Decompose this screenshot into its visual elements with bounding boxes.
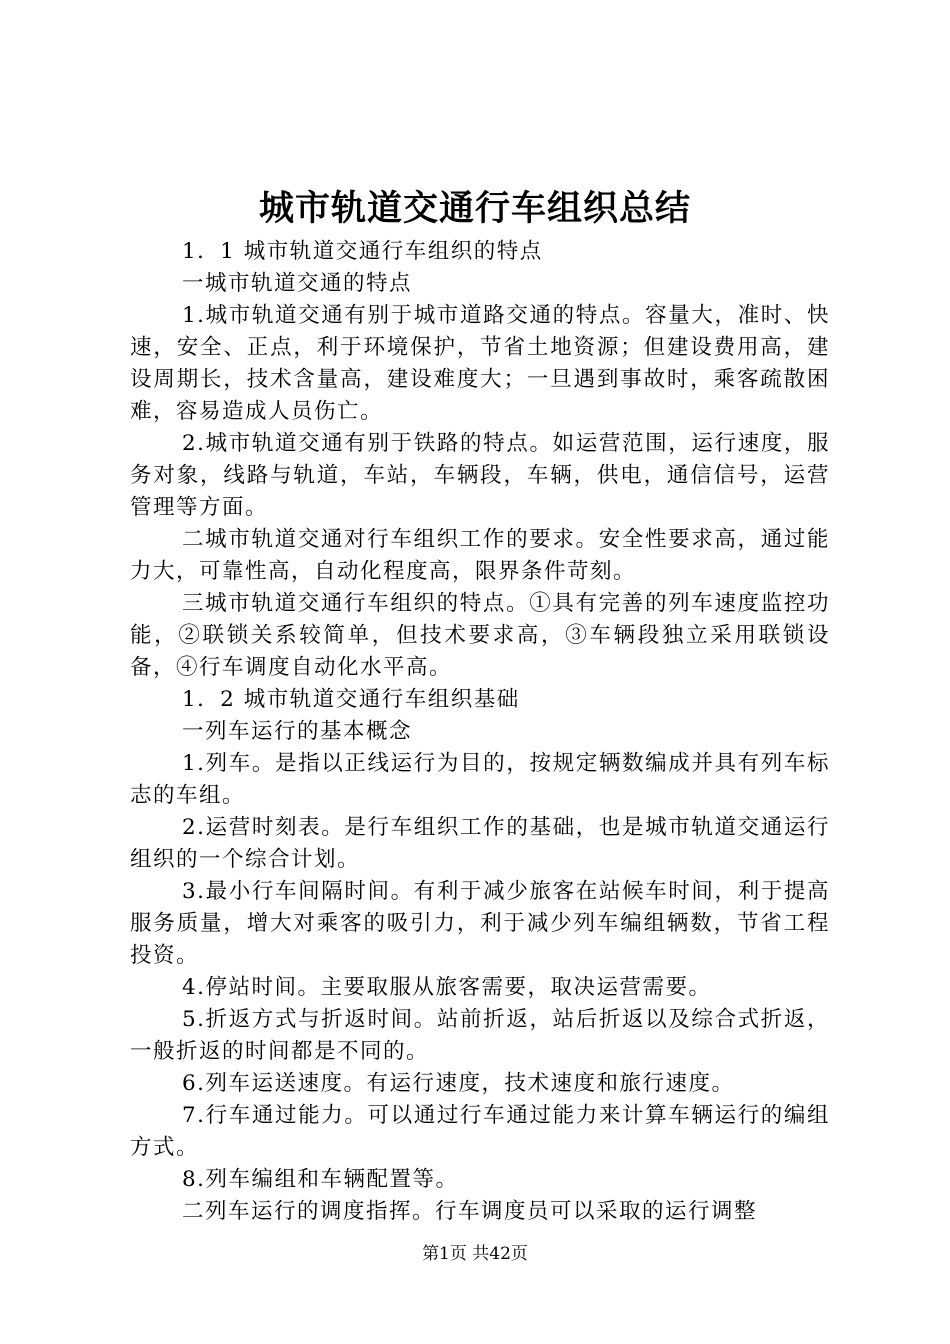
page-number-footer: 第1页 共42页 <box>422 1244 528 1264</box>
paragraph-item: 6.列车运送速度。有运行速度，技术速度和旅行速度。 <box>182 1071 735 1096</box>
paragraph-heading-2: 二列车运行的调度指挥。行车调度员可以采取的运行调整 <box>182 1199 758 1224</box>
paragraph-item: 5.折返方式与折返时间。站前折返，站后折返以及综合式折返，一般折返的时间都是不同的。 <box>130 1007 830 1064</box>
paragraph-section-1-2: 1．2 城市轨道交通行车组织基础 <box>182 687 520 712</box>
document-body <box>130 236 830 1228</box>
paragraph-heading-1: 一列车运行的基本概念 <box>182 719 413 744</box>
paragraph-item: 2.运营时刻表。是行车组织工作的基础，也是城市轨道交通运行组织的一个综合计划。 <box>130 815 830 872</box>
paragraph-item: 1.城市轨道交通有别于城市道路交通的特点。容量大，准时、快速，安全、正点，利于环境保护，节省土地资源；但建设费用高，建设周期长，技术含量高，建设难度大；一旦遇到事故时，乘客疏散困难，容易造成人员伤亡。 <box>130 303 830 424</box>
paragraph-item: 7.行车通过能力。可以通过行车通过能力来计算车辆运行的编组方式。 <box>130 1103 830 1160</box>
paragraph-section-1-1: 1．1 城市轨道交通行车组织的特点 <box>182 239 543 264</box>
paragraph-heading-3: 三城市轨道交通行车组织的特点。①具有完善的列车速度监控功能，②联锁关系较简单，但技术要求高，③车辆段独立采用联锁设备，④行车调度自动化水平高。 <box>130 591 830 680</box>
paragraph-item: 3.最小行车间隔时间。有利于减少旅客在站候车时间，利于提高服务质量，增大对乘客的吸引力，利于减少列车编组辆数，节省工程投资。 <box>130 879 830 968</box>
paragraph-heading-1: 一城市轨道交通的特点 <box>182 271 413 296</box>
paragraph-item: 1.列车。是指以正线运行为目的，按规定辆数编成并具有列车标志的车组。 <box>130 751 830 808</box>
paragraph-item: 4.停站时间。主要取服从旅客需要，取决运营需要。 <box>182 975 712 1000</box>
paragraph-heading-2: 二城市轨道交通对行车组织工作的要求。安全性要求高，通过能力大，可靠性高，自动化程度高，限界条件苛刻。 <box>130 527 830 584</box>
paragraph-item: 8.列车编组和车辆配置等。 <box>182 1167 459 1192</box>
paragraph-item: 2.城市轨道交通有别于铁路的特点。如运营范围，运行速度，服务对象，线路与轨道，车站，车辆段，车辆，供电，通信信号，运营管理等方面。 <box>130 431 830 520</box>
document-title: 城市轨道交通行车组织总结 <box>258 188 691 229</box>
